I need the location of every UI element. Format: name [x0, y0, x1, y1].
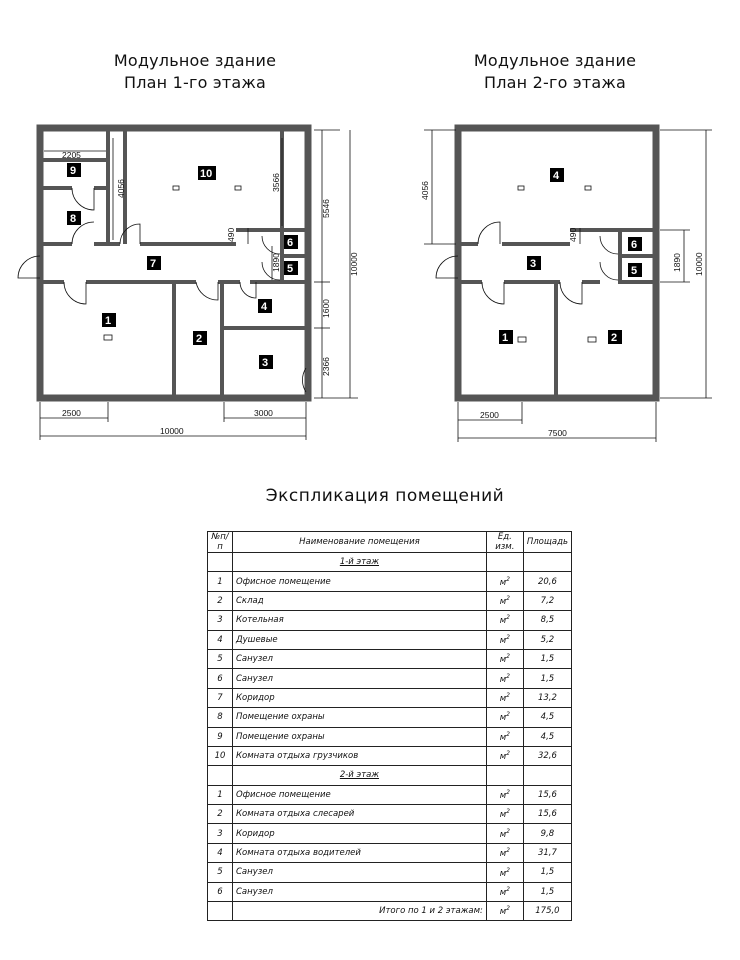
- row-area: 1,5: [523, 882, 571, 901]
- row-area: 15,6: [523, 785, 571, 804]
- p1-dim-2205: 2205: [62, 150, 81, 160]
- p1-dim-3000: 3000: [254, 408, 273, 418]
- p1-room-1: 1: [105, 315, 112, 327]
- row-name: Коридор: [233, 688, 487, 707]
- row-name: Котельная: [233, 611, 487, 630]
- row-area: 1,5: [523, 669, 571, 688]
- table-row: [208, 591, 572, 610]
- row-unit: $м^2$: [486, 843, 523, 862]
- row-unit: $м^2$: [486, 572, 523, 591]
- explication-title: Экспликация помещений: [265, 486, 505, 506]
- row-num: 6: [208, 669, 233, 688]
- p1-dim-4056: 4056: [116, 179, 126, 198]
- floor2-label: 2-й этаж: [233, 766, 487, 785]
- row-num: 2: [208, 805, 233, 824]
- table-row: [208, 746, 572, 765]
- table-row: [208, 611, 572, 630]
- row-name: Комната отдыха грузчиков: [233, 746, 487, 765]
- row-area: 31,7: [523, 843, 571, 862]
- plan2-title-line1: Модульное здание: [473, 51, 637, 70]
- p1-room-labels: [67, 163, 298, 369]
- p2-dim-1890: 1890: [672, 253, 682, 272]
- row-num: 1: [208, 785, 233, 804]
- row-name: Санузел: [233, 882, 487, 901]
- p1-dim-490: 490: [226, 227, 236, 242]
- row-name: Помещение охраны: [233, 727, 487, 746]
- p1-dim-2500: 2500: [62, 408, 81, 418]
- p2-room-4: 4: [553, 170, 560, 182]
- table-row: [208, 882, 572, 901]
- p1-dim-1600: 1600: [321, 299, 331, 318]
- row-unit: $м^2$: [486, 708, 523, 727]
- row-unit: $м^2$: [486, 669, 523, 688]
- row-area: 15,6: [523, 805, 571, 824]
- total-label: Итого по 1 и 2 этажам:: [233, 902, 487, 921]
- row-unit: $м^2$: [486, 746, 523, 765]
- row-num: 10: [208, 746, 233, 765]
- floor2-heading-row: [208, 766, 572, 785]
- table-header-row: [208, 532, 572, 553]
- row-num: 2: [208, 591, 233, 610]
- p1-room-10: 10: [200, 168, 213, 180]
- row-name: Помещение охраны: [233, 708, 487, 727]
- row-num: 6: [208, 882, 233, 901]
- p1-room-9: 9: [70, 165, 77, 177]
- row-num: 3: [208, 611, 233, 630]
- p2-room-3: 3: [530, 258, 537, 270]
- table-row: [208, 785, 572, 804]
- header-area: Площадь: [523, 532, 571, 553]
- row-area: 1,5: [523, 863, 571, 882]
- row-unit: $м^2$: [486, 785, 523, 804]
- row-area: 4,5: [523, 727, 571, 746]
- row-name: Коридор: [233, 824, 487, 843]
- plan1-title-line2: План 1-го этажа: [124, 73, 266, 92]
- row-name: Комната отдыха слесарей: [233, 805, 487, 824]
- explication-table: [207, 531, 572, 921]
- row-name: Офисное помещение: [233, 785, 487, 804]
- p1-dim-5546: 5546: [321, 199, 331, 218]
- row-name: Склад: [233, 591, 487, 610]
- table-row: [208, 843, 572, 862]
- row-unit: $м^2$: [486, 882, 523, 901]
- row-area: 1,5: [523, 649, 571, 668]
- row-unit: $м^2$: [486, 824, 523, 843]
- explication-body: [208, 553, 572, 921]
- row-name: Душевые: [233, 630, 487, 649]
- row-unit: $м^2$: [486, 611, 523, 630]
- row-name: Санузел: [233, 669, 487, 688]
- p1-dim-1890: 1890: [271, 253, 281, 272]
- p2-room-5: 5: [631, 265, 638, 277]
- header-unit: Ед. изм.: [486, 532, 523, 553]
- p1-room-2: 2: [196, 333, 203, 345]
- row-name: Комната отдыха водителей: [233, 843, 487, 862]
- row-num: 4: [208, 630, 233, 649]
- p1-room-4: 4: [261, 301, 268, 313]
- row-area: 7,2: [523, 591, 571, 610]
- total-row: [208, 902, 572, 921]
- row-area: 5,2: [523, 630, 571, 649]
- row-unit: $м^2$: [486, 863, 523, 882]
- p2-room-1: 1: [502, 332, 509, 344]
- floor-plans: [0, 0, 740, 470]
- row-unit: $м^2$: [486, 591, 523, 610]
- p1-dim-2366: 2366: [321, 357, 331, 376]
- row-num: 3: [208, 824, 233, 843]
- p1-room-8: 8: [70, 213, 77, 225]
- row-area: 8,5: [523, 611, 571, 630]
- row-unit: $м^2$: [486, 688, 523, 707]
- row-num: 5: [208, 863, 233, 882]
- header-num: №п/п: [208, 532, 233, 553]
- p2-dim-490: 490: [568, 227, 578, 242]
- total-area: 175,0: [523, 902, 571, 921]
- p2-room-6: 6: [631, 239, 638, 251]
- p1-dim-10000-v: 10000: [349, 252, 359, 276]
- row-area: 13,2: [523, 688, 571, 707]
- table-row: [208, 708, 572, 727]
- row-num: 9: [208, 727, 233, 746]
- total-unit: $м^2$: [486, 902, 523, 921]
- p1-room-5: 5: [287, 263, 294, 275]
- row-num: 4: [208, 843, 233, 862]
- p1-room-6: 6: [287, 237, 294, 249]
- table-row: [208, 863, 572, 882]
- table-row: [208, 669, 572, 688]
- p2-dim-4056: 4056: [420, 181, 430, 200]
- p1-room-3: 3: [262, 357, 269, 369]
- table-row: [208, 727, 572, 746]
- p2-dim-7500: 7500: [548, 428, 567, 438]
- row-area: 20,6: [523, 572, 571, 591]
- row-area: 4,5: [523, 708, 571, 727]
- row-num: 8: [208, 708, 233, 727]
- table-row: [208, 688, 572, 707]
- row-unit: $м^2$: [486, 727, 523, 746]
- row-area: 9,8: [523, 824, 571, 843]
- p1-dim-3566: 3566: [271, 173, 281, 192]
- row-name: Санузел: [233, 863, 487, 882]
- p2-room-2: 2: [611, 332, 618, 344]
- row-num: 5: [208, 649, 233, 668]
- floor1-heading-row: [208, 553, 572, 572]
- p2-dim-10000: 10000: [694, 252, 704, 276]
- table-row: [208, 824, 572, 843]
- p1-room-7: 7: [150, 258, 157, 270]
- row-unit: $м^2$: [486, 630, 523, 649]
- plan2-title-line2: План 2-го этажа: [484, 73, 626, 92]
- row-unit: $м^2$: [486, 805, 523, 824]
- row-name: Офисное помещение: [233, 572, 487, 591]
- table-row: [208, 649, 572, 668]
- table-row: [208, 572, 572, 591]
- plan1-title-line1: Модульное здание: [113, 51, 277, 70]
- row-num: 7: [208, 688, 233, 707]
- row-num: 1: [208, 572, 233, 591]
- table-row: [208, 630, 572, 649]
- row-name: Санузел: [233, 649, 487, 668]
- p1-dim-10000-h: 10000: [160, 426, 184, 436]
- plan2-drawing: [424, 128, 712, 442]
- header-name: Наименование помещения: [233, 532, 487, 553]
- p2-dim-2500: 2500: [480, 410, 499, 420]
- floor1-label: 1-й этаж: [233, 553, 487, 572]
- row-area: 32,6: [523, 746, 571, 765]
- table-row: [208, 805, 572, 824]
- row-unit: $м^2$: [486, 649, 523, 668]
